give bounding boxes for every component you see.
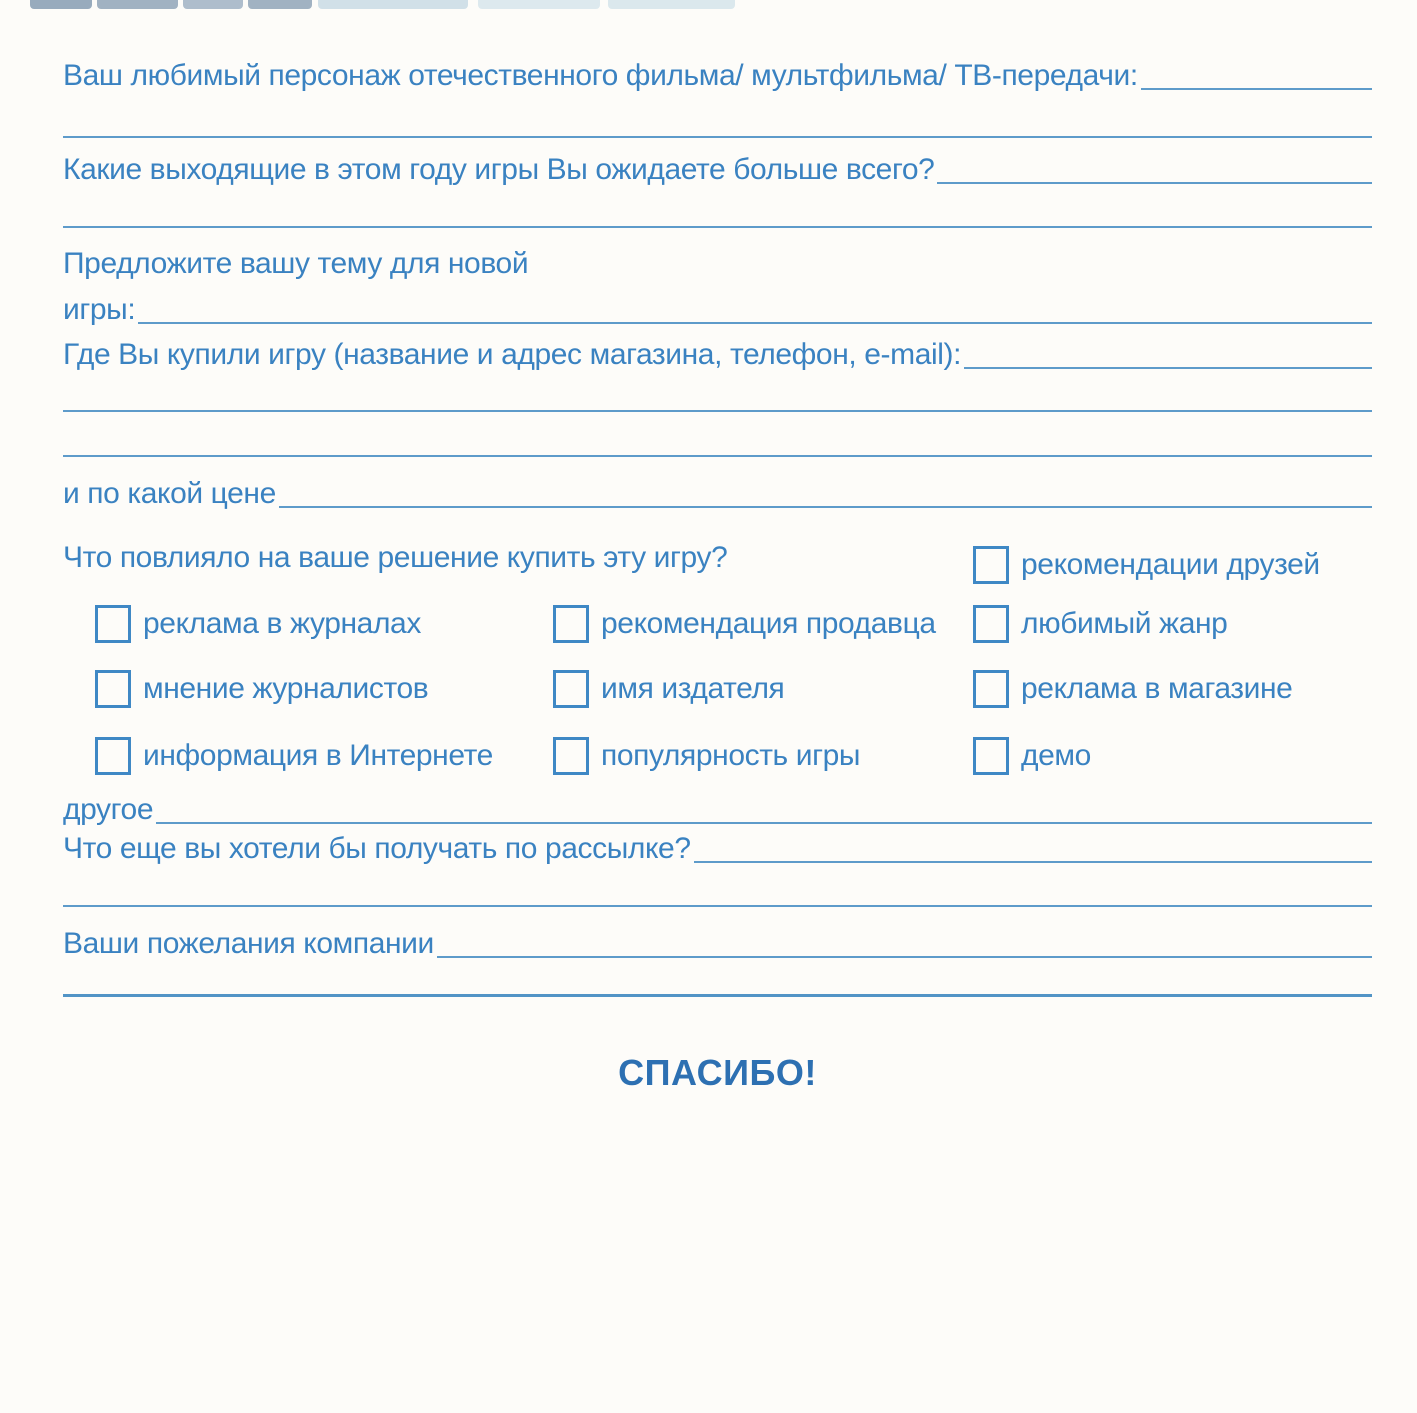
option-internet-info-label: информация в Интернете [143, 739, 493, 772]
option-publisher-name [553, 672, 784, 706]
question-suggest-theme-label: Предложите вашу тему для новой [63, 247, 529, 280]
question-suggest-theme-line2-label: игры: [63, 293, 136, 326]
question-purchase-influence [63, 540, 947, 576]
question-awaited-games-label: Какие выходящие в этом году игры Вы ожидаете больше всего? [63, 153, 935, 186]
question-mailing-wishes-label: Что еще вы хотели бы получать по рассылке? [63, 832, 691, 865]
answer-line-mailing-wishes-2[interactable] [63, 905, 1372, 907]
option-friends-recommendation-label: рекомендации друзей [1021, 548, 1320, 581]
option-journalists-opinion-label: мнение журналистов [143, 672, 429, 705]
option-publisher-name-label: имя издателя [601, 672, 785, 705]
question-where-bought [63, 337, 1372, 373]
option-journalists-opinion [95, 672, 428, 706]
question-company-wishes [63, 926, 1372, 962]
question-suggest-theme [63, 246, 1372, 282]
question-favorite-character [63, 58, 1372, 94]
question-where-bought-label: Где Вы купили игру (название и адрес магазина, телефон, e-mail): [63, 338, 962, 371]
checkbox-demo[interactable] [973, 737, 1009, 775]
checkbox-store-ads[interactable] [973, 670, 1009, 708]
option-demo-label: демо [1021, 739, 1091, 772]
answer-blank-company-wishes[interactable] [437, 956, 1372, 958]
question-price [63, 476, 1372, 512]
option-store-ads-label: реклама в магазине [1021, 672, 1293, 705]
checkbox-publisher-name[interactable] [553, 670, 589, 708]
answer-line-company-wishes-2[interactable] [63, 994, 1372, 997]
answer-line-where-bought-3[interactable] [63, 455, 1372, 457]
option-game-popularity-label: популярность игры [601, 739, 861, 772]
question-price-label: и по какой цене [63, 477, 276, 510]
question-other [63, 792, 1372, 828]
option-game-popularity [553, 739, 860, 773]
checkbox-favorite-genre[interactable] [973, 605, 1009, 643]
answer-blank-awaited-games[interactable] [937, 182, 1372, 184]
option-internet-info [95, 739, 493, 773]
option-magazine-ads-label: реклама в журналах [143, 607, 421, 640]
answer-line-where-bought-2[interactable] [63, 410, 1372, 412]
answer-blank-other[interactable] [156, 822, 1372, 824]
answer-line-favorite-character-2[interactable] [63, 136, 1372, 138]
thank-you-text: СПАСИБО! [618, 1052, 817, 1093]
question-favorite-character-label: Ваш любимый персонаж отечественного фильма/ мультфильма/ ТВ-передачи: [63, 59, 1138, 92]
question-suggest-theme-line2 [63, 292, 1372, 328]
question-company-wishes-label: Ваши пожелания компании [63, 927, 434, 960]
option-favorite-genre [973, 607, 1227, 641]
checkbox-friends-recommendation[interactable] [973, 546, 1009, 584]
checkbox-journalists-opinion[interactable] [95, 670, 131, 708]
checkbox-internet-info[interactable] [95, 737, 131, 775]
scan-artifact-strip [0, 0, 1417, 12]
checkbox-seller-recommendation[interactable] [553, 605, 589, 643]
answer-blank-favorite-character[interactable] [1141, 88, 1372, 90]
answer-blank-price[interactable] [279, 506, 1372, 508]
question-awaited-games [63, 152, 1372, 188]
checkbox-magazine-ads[interactable] [95, 605, 131, 643]
answer-line-awaited-games-2[interactable] [63, 226, 1372, 228]
option-seller-recommendation [553, 607, 936, 641]
question-purchase-influence-label: Что повлияло на ваше решение купить эту игру? [63, 541, 728, 574]
option-friends-recommendation [973, 548, 1320, 582]
question-other-label: другое [63, 793, 154, 826]
answer-blank-mailing-wishes[interactable] [694, 861, 1372, 863]
option-magazine-ads [95, 607, 421, 641]
option-favorite-genre-label: любимый жанр [1021, 607, 1228, 640]
checkbox-game-popularity[interactable] [553, 737, 589, 775]
question-mailing-wishes [63, 831, 1372, 867]
answer-blank-suggest-theme[interactable] [138, 322, 1372, 324]
option-seller-recommendation-label: рекомендация продавца [601, 607, 936, 640]
option-demo [973, 739, 1091, 773]
option-store-ads [973, 672, 1292, 706]
answer-blank-where-bought[interactable] [964, 367, 1372, 369]
